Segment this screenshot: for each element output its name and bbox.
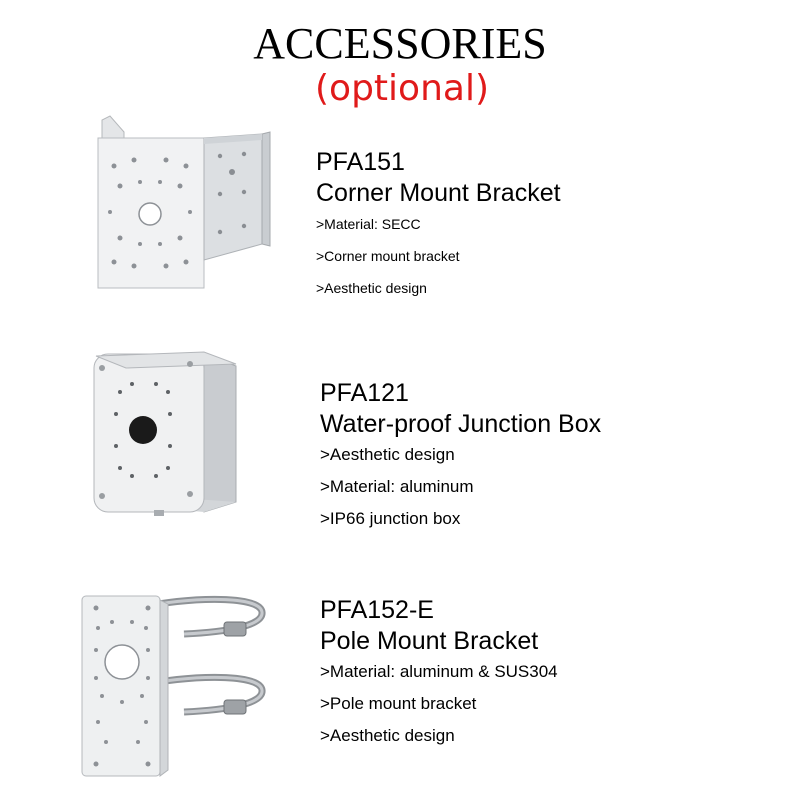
feature-item: >Aesthetic design bbox=[316, 280, 427, 296]
product-name: Water-proof Junction Box bbox=[320, 410, 602, 438]
product-code: PFA121 bbox=[320, 379, 409, 407]
feature-item: >Material: SECC bbox=[316, 216, 421, 232]
feature-item: >IP66 junction box bbox=[320, 509, 461, 528]
product-info-pfa121 bbox=[320, 378, 601, 535]
product-name: Pole Mount Bracket bbox=[320, 627, 539, 655]
product-name: Corner Mount Bracket bbox=[316, 179, 561, 207]
feature-item: >Material: aluminum & SUS304 bbox=[320, 662, 558, 681]
feature-item: >Aesthetic design bbox=[320, 445, 455, 464]
product-info-pfa152-e bbox=[320, 595, 558, 752]
product-info-pfa151 bbox=[316, 147, 561, 304]
corner-mount-bracket-image bbox=[80, 110, 280, 290]
page-title: ACCESSORIES bbox=[253, 19, 547, 68]
page-subtitle: (optional) bbox=[315, 68, 489, 109]
pole-mount-bracket-image bbox=[76, 592, 272, 780]
feature-item: >Corner mount bracket bbox=[316, 248, 460, 264]
feature-item: >Material: aluminum bbox=[320, 477, 474, 496]
product-code: PFA151 bbox=[316, 148, 405, 176]
product-code: PFA152-E bbox=[320, 596, 434, 624]
junction-box-image bbox=[86, 344, 248, 520]
feature-item: >Aesthetic design bbox=[320, 726, 455, 745]
feature-item: >Pole mount bracket bbox=[320, 694, 477, 713]
